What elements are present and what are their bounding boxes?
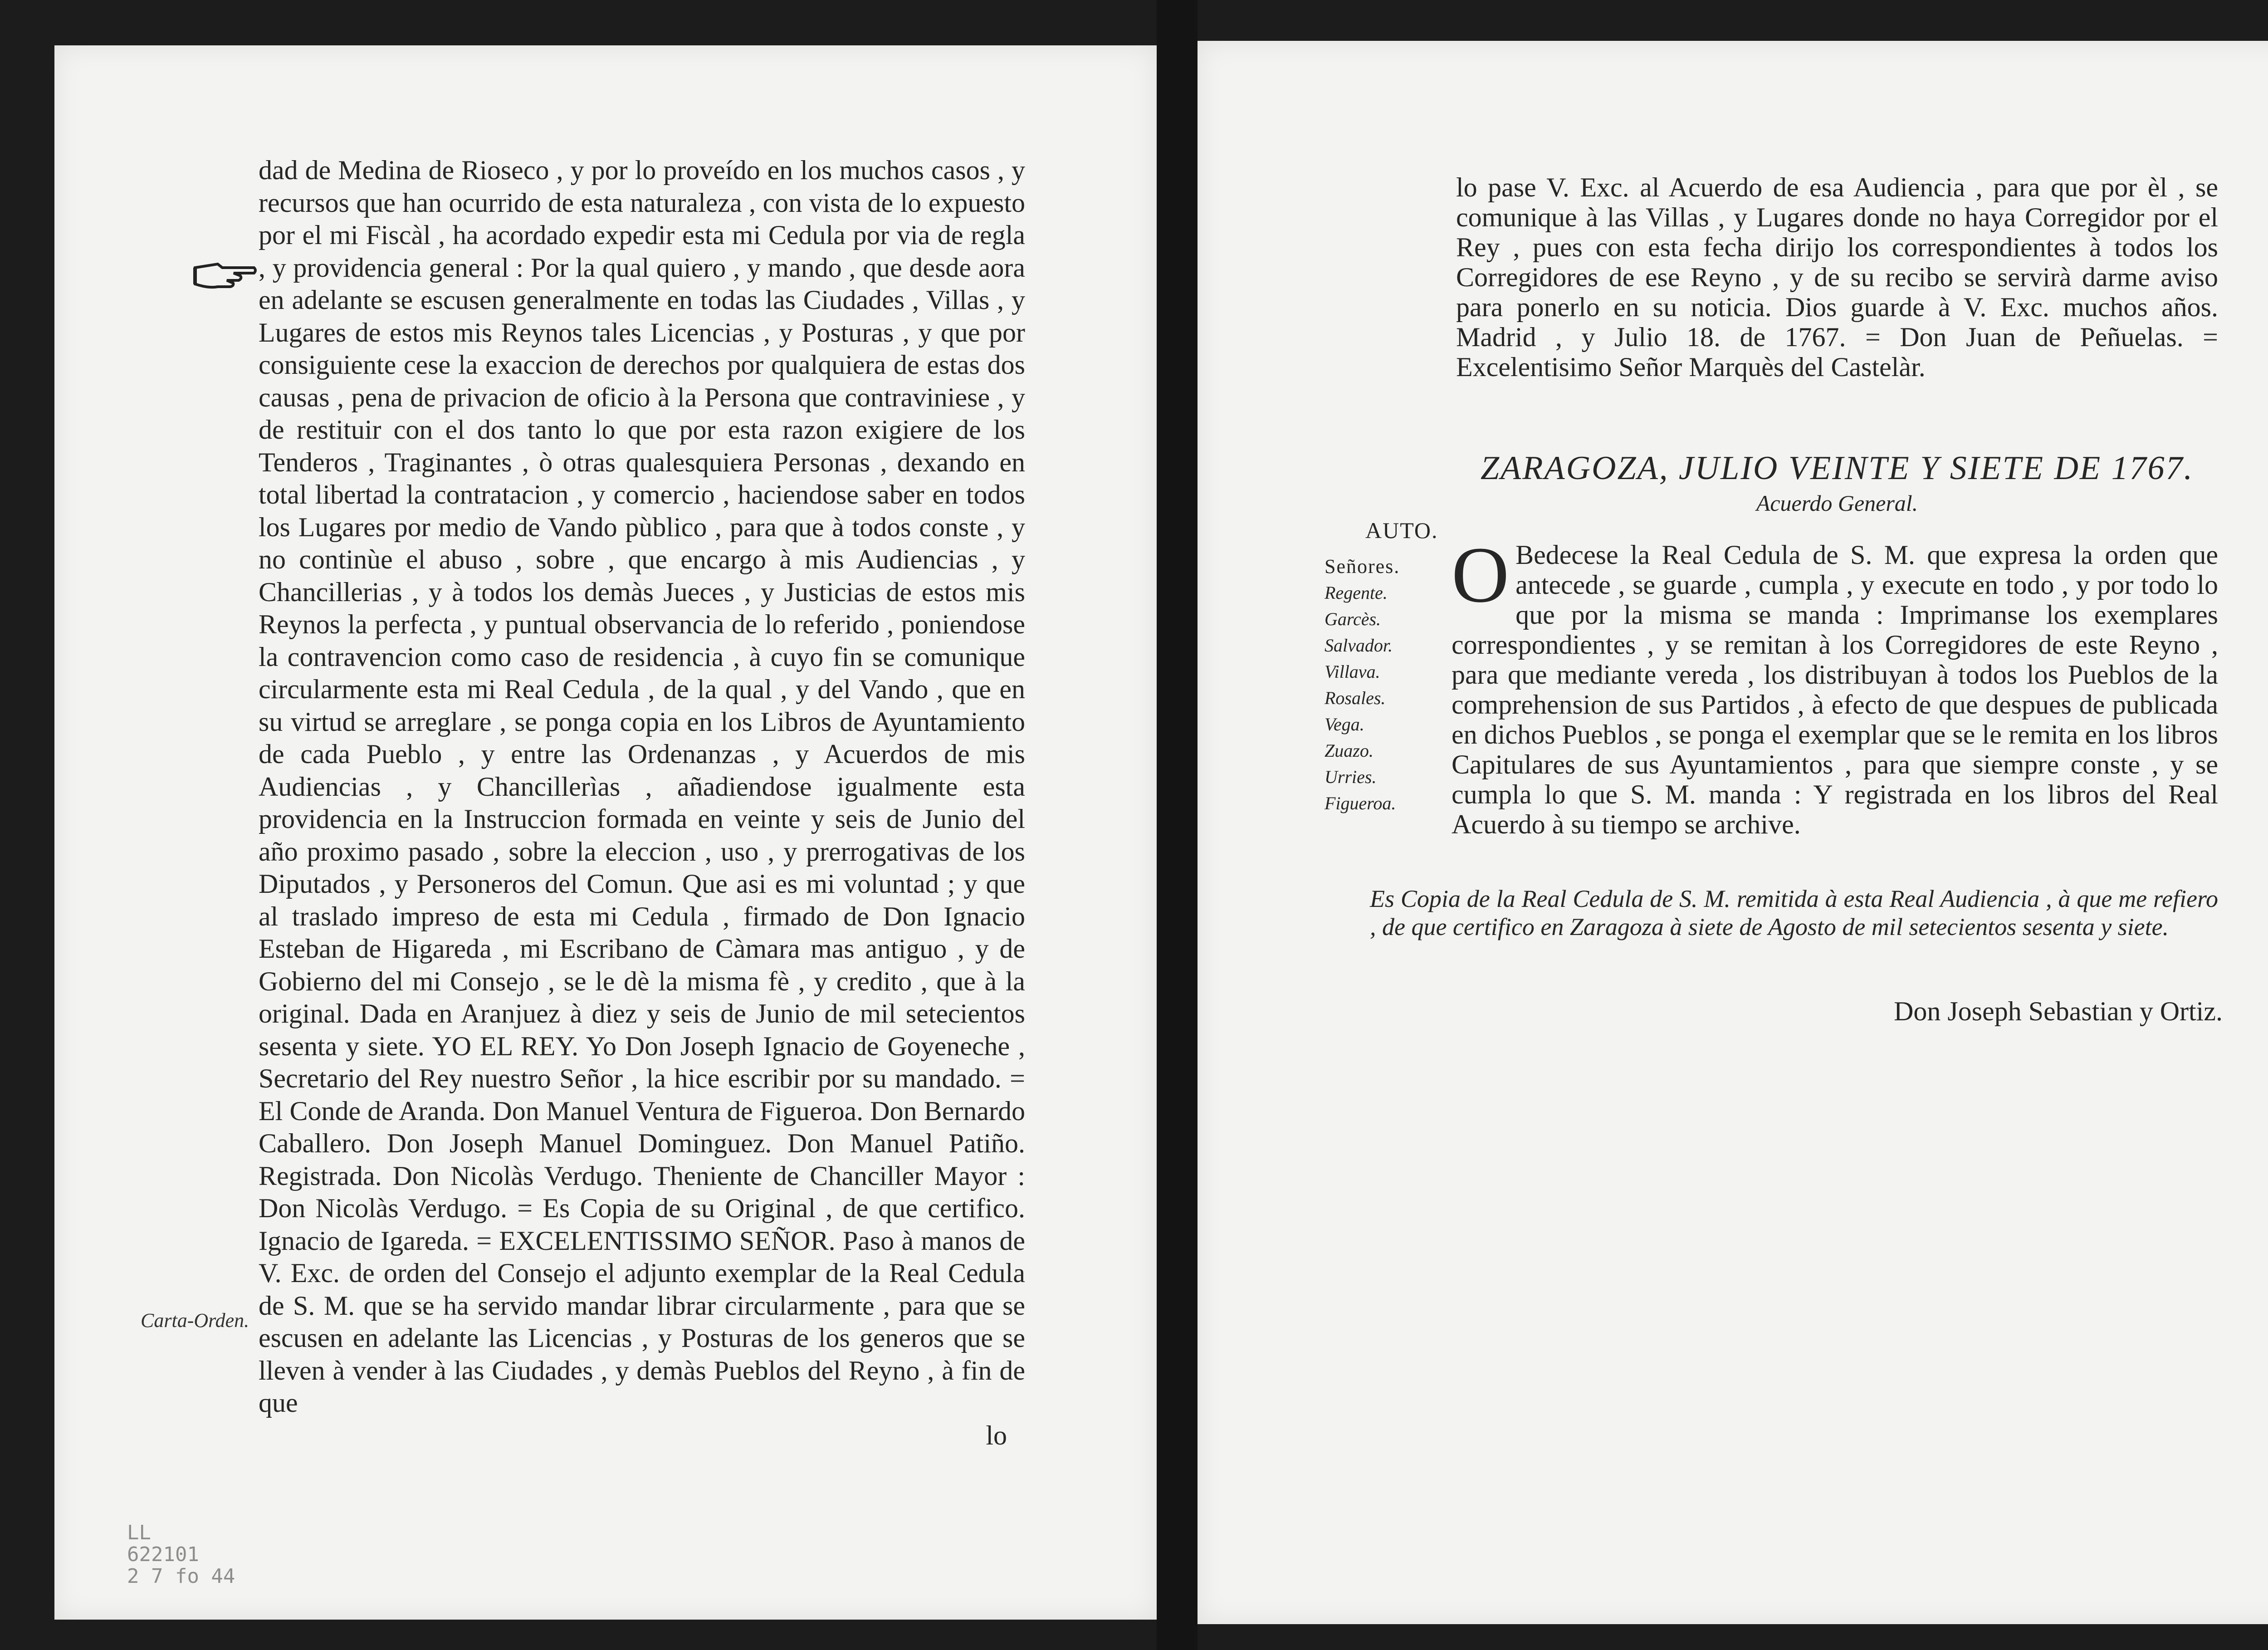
letter-continuation	[1456, 172, 2218, 382]
judges-title: Señores.	[1325, 555, 1400, 578]
auto-body	[1452, 531, 2218, 839]
signature: Don Joseph Sebastian y Ortiz.	[1894, 996, 2223, 1026]
auto-label: AUTO.	[1365, 518, 1438, 543]
judge-name: Regente.	[1325, 583, 1388, 603]
drop-cap: O	[1452, 531, 1510, 619]
certification-text: Es Copia de la Real Cedula de S. M. remitida à esta Real Audiencia , à que me refiero , de que certifico en Zaragoza à siete de Agosto de mil setecientos sesenta y siete.	[1370, 885, 2218, 940]
judge-name: Zuazo.	[1325, 740, 1374, 761]
decree-subheading: Acuerdo General.	[1756, 490, 1918, 516]
judge-name: Garcès.	[1325, 609, 1381, 629]
letter-text: lo pase V. Exc. al Acuerdo de esa Audiencia , para que por èl , se comunique à las Villas , y Lugares donde no haya Corregidor por el Rey , pues con esta fecha dirijo los correspondientes à todos los Corregidores de ese Reyno , y de su recibo se servirà darme aviso para ponerlo en su noticia. Dios guarde à V. Exc. muchos años. Madrid , y Julio 18. de 1767. = Don Juan de Peñuelas. = Excelentisimo Señor Marquès del Castelàr.	[1456, 172, 2218, 382]
book-gutter	[1157, 0, 1198, 1650]
judge-name: Figueroa.	[1325, 793, 1396, 813]
pencil-catalog-notes	[127, 1522, 272, 1587]
certification	[1370, 885, 2218, 941]
judge-name: Urries.	[1325, 767, 1377, 787]
judge-name: Vega.	[1325, 714, 1364, 734]
judges-list	[1325, 553, 1447, 817]
right-page	[1198, 41, 2268, 1624]
pointing-hand-icon	[191, 254, 259, 295]
pencil-note-line: LL	[127, 1521, 151, 1544]
pencil-note-line: 622101	[127, 1543, 199, 1566]
auto-text: Bedecese la Real Cedula de S. M. que expresa la orden que antecede , se guarde , cumpla , y execute en todo , y por todo lo que por la misma se manda : Imprimanse los exemplares correspondientes , y se remitan à los Corregidores de este Reyno , para que mediante vereda , los distribuyan à todos los Pueblos de la comprehension de sus Partidos , à efecto de que despues de publicada en dichos Pueblos , se ponga el exemplar que se le remita en los libros Capitulares de sus Ayuntamientos , para que siempre conste , y se cumpla lo que S. M. manda : Y registrada en los libros del Real Acuerdo à su tiempo se archive.	[1452, 540, 2218, 839]
left-body-text: dad de Medina de Rioseco , y por lo proveído en los muchos casos , y recursos que han ocurrido de esta naturaleza , con vista de lo expuesto por el mi Fiscàl , ha acordado expedir esta mi Cedula por via de regla , y providencia general : Por la qual quiero , y mando , que desde aora en adelante se escusen generalmente en todas las Ciudades , Villas , y Lugares de estos mis Reynos tales Licencias , y Posturas , y que por consiguiente cese la exaccion de derechos por qualquiera de estas dos causas , pena de privacion de oficio à la Persona que contraviniese , y de restituir con el dos tanto lo que por esta razon exigiere de los Tenderos , Traginantes , ò otras qualesquiera Personas , dexando en total libertad la contratacion , y comercio , haciendose saber en todos los Lugares por medio de Vando pùblico , para que à todos conste , y no continùe el abuso , sobre , que encargo à mis Audiencias , y Chancillerias , y à todos los demàs Jueces , y Justicias de estos mis Reynos la perfecta , y puntual observancia de lo referido , poniendose la contravencion como caso de residencia , à cuyo fin se comunique circularmente esta mi Real Cedula , de la qual , y del Vando , que en su virtud se arreglare , se ponga copia en los Libros de Ayuntamiento de cada Pueblo , y entre las Ordenanzas , y Acuerdos de mis Audiencias , y Chancillerìas , añadiendose igualmente esta providencia en la Instruccion formada en veinte y seis de Junio del año proximo pasado , sobre la eleccion , uso , y prerrogativas de los Diputados , y Personeros del Comun. Que asi es mi voluntad ; y que al traslado impreso de esta mi Cedula , firmado de Don Ignacio Esteban de Higareda , mi Escribano de Càmara mas antiguo , y de Gobierno del mi Consejo , se le dè la misma fè , y credito , que à la original. Dada en Aranjuez à diez y seis de Junio de mil setecientos sesenta y siete. YO EL REY. Yo Don Joseph Ignacio de Goyeneche , Secretario del Rey nuestro Señor , la hice escribir por su mandado. = El Conde de Aranda. Don Manuel Ventura de Figueroa. Don Bernardo Caballero. Don Joseph Manuel Dominguez. Don Manuel Patiño. Registrada. Don Nicolàs Verdugo. Theniente de Chanciller Mayor : Don Nicolàs Verdugo. = Es Copia de su Original , de que certifico. Ignacio de Igareda. = EXCELENTISSIMO SEÑOR. Paso à manos de V. Exc. de orden del Consejo el adjunto exemplar de la Real Cedula de S. M. que se ha servido mandar librar circularmente , para que se escusen en adelante las Licencias , y Posturas de los generos que se lleven à vender à las Ciudades , y demàs Pueblos del Reyno , à fin de que	[259, 155, 1025, 1418]
left-body-column	[259, 154, 1025, 1452]
margin-note-carta-orden: Carta-Orden.	[141, 1309, 249, 1332]
pencil-note-line: 2 7 fo 44	[127, 1565, 235, 1588]
left-page	[54, 45, 1157, 1620]
judge-name: Rosales.	[1325, 688, 1386, 708]
auto-paragraph	[1452, 531, 2218, 839]
judge-name: Salvador.	[1325, 635, 1393, 656]
decree-heading: ZARAGOZA, JULIO VEINTE Y SIETE DE 1767.	[1480, 450, 2194, 487]
judge-name: Villava.	[1325, 661, 1380, 682]
catchword: lo	[986, 1420, 1007, 1450]
